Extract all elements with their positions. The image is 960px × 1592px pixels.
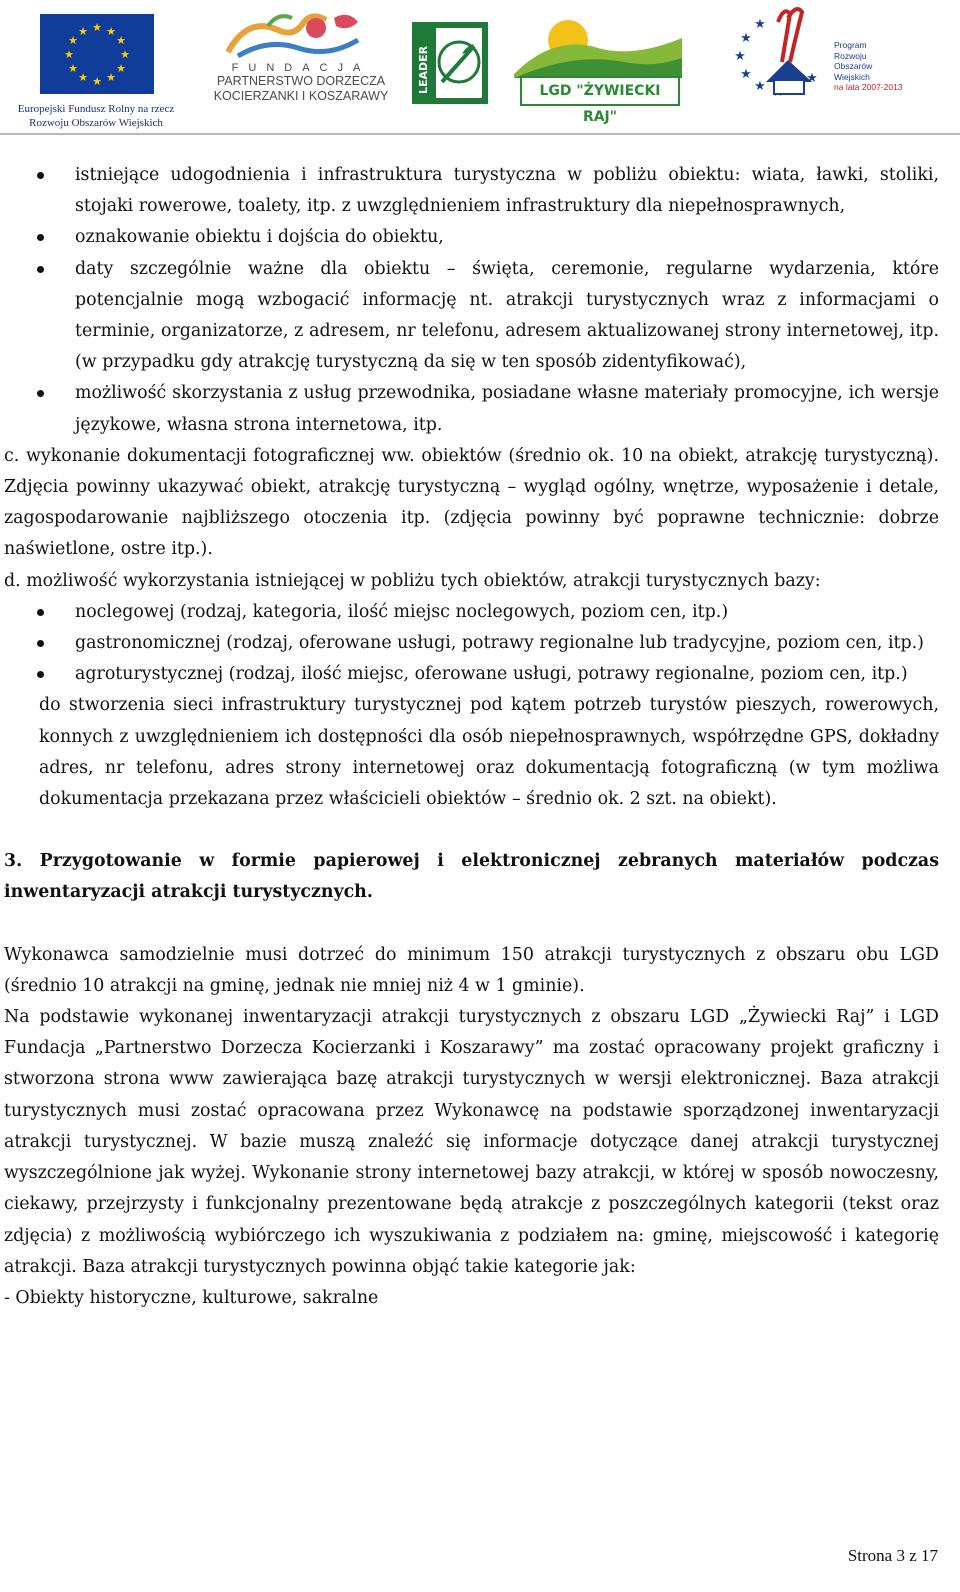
fundacja-line2: PARTNERSTWO DORZECZA [216,74,386,88]
paragraph: - Obiekty historyczne, kulturowe, sakralne [4,1287,379,1308]
eu-caption-line2: Rozwoju Obszarów Wiejskich [29,117,163,129]
bullet-icon [37,266,44,273]
list-item [4,378,939,440]
svg-text:★: ★ [734,49,746,64]
prow-line2: Rozwoju [834,50,867,61]
fundacja-line1: FUNDACJA [231,62,371,74]
prow-emblem-icon [726,2,834,106]
lgd-text: LGD "ŻYWIECKI RAJ" [520,76,680,106]
svg-text:★: ★ [92,75,102,88]
eu-flag-logo [4,2,188,130]
paragraph-d-tail: do stworzenia sieci infrastruktury turystycznej pod kątem potrzeb turystów pieszych, rowerowych, konnych z uwzględnieniem ich dostępności dla osób niepełnosprawnych, współrzędne GPS, dokładny adres, nr telefonu, adres strony internetowej oraz dokumentacją fotograficzną (w tym możliwa dokumentacja przekazana przez właścicieli obiektów – średnio ok. 2 szt. na obiekt). [39,695,939,810]
list-item [4,659,939,690]
paragraph: Wykonawca samodzielnie musi dotrzeć do minimum 150 atrakcji turystycznych z obszaru obu LGD (średnio 10 atrakcji na gminę, jednak nie mniej niż 4 w 1 gminie). [4,944,939,996]
prow-line1: Program [834,40,867,50]
spacer [4,815,939,846]
page-header [0,0,960,134]
fundacja-line3: KOCIERZANKI I KOSZARAWY [213,89,389,103]
list-item [4,254,939,379]
paragraph: Na podstawie wykonanej inwentaryzacji atrakcji turystycznych z obszaru LGD „Żywiecki Raj” i LGD Fundacja „Partnerstwo Dorzecza Kocierzanki i Koszarawy” ma zostać opracowany projekt graficzny i stworzona strona www zawierająca bazę atrakcji turystycznych w wersji elektronicznej. Baza atrakcji turystycznych musi zostać opracowana przez Wykonawcę na podstawie sporządzonej inwentaryzacji atrakcji turystycznej. W bazie muszą znaleźć się informacje dotyczące danej atrakcji turystycznej wyszczególnione jak wyżej. Wykonanie strony internetowej bazy atrakcji, w której w sposób nowoczesny, ciekawy, przejrzysty i funkcjonalny prezentowane będą atrakcje z poszczególnych kategorii (tekst oraz zdjęcia) z możliwością wybiórczego ich wyszukiwania z podziałem na: gminę, miejscowość i kategorię atrakcji. Baza atrakcji turystycznych powinna objąć takie kategorie jak: [4,1007,939,1277]
leader-logo [412,22,488,104]
svg-text:★: ★ [106,71,116,84]
list-item-text: gastronomicznej (rodzaj, oferowane usługi, potrawy regionalne lub tradycyjne, poziom cen, itp.) [75,633,924,654]
svg-text:★: ★ [740,67,752,82]
list-item [4,222,939,253]
eu-caption-line1: Europejski Fundusz Rolny na rzecz [17,103,175,115]
svg-text:★: ★ [120,48,130,61]
paragraph-c: c. wykonanie dokumentacji fotograficznej ww. obiektów (średnio ok. 10 na obiekt, atrakcję turystyczną). Zdjęcia powinny ukazywać obiekt, atrakcję turystyczną – wygląd ogólny, wnętrze, wyposażenie i detale, zagospodarowanie najbliższego otoczenia itp. (zdjęcia powinny być poprawne technicznie: dobrze naświetlone, ostre itp.). [4,445,939,560]
header-divider [0,133,960,135]
svg-text:★: ★ [740,31,752,46]
svg-text:★: ★ [116,34,126,47]
bullet-icon [37,640,44,647]
lgd-mountains-icon [514,18,682,78]
svg-text:★: ★ [78,71,88,84]
eu-flag-icon [40,14,154,94]
svg-text:★: ★ [92,21,102,34]
svg-text:★: ★ [754,17,766,32]
svg-text:★: ★ [64,48,74,61]
leader-text: LEADER [417,45,430,94]
fundacja-emblem-icon [208,8,394,62]
paragraph-d: d. możliwość wykorzystania istniejącej w pobliżu tych obiektów, atrakcji turystycznych bazy: [4,570,821,591]
bullet-icon [37,671,44,678]
spacer [4,909,939,940]
page-number: Strona 3 z 17 [847,1546,938,1565]
bullet-icon [37,609,44,616]
eu-caption [4,102,188,130]
leader-emblem-icon [412,22,488,104]
document-body [4,160,939,1314]
svg-text:★: ★ [106,25,116,38]
bullet-icon [37,234,44,241]
svg-text:★: ★ [754,79,766,94]
list-item-text: daty szczególnie ważne dla obiektu – święta, ceremonie, regularne wydarzenia, które potencjalnie mogą wzbogacić informację nt. atrakcji turystycznych wraz z informacjami o terminie, organizatorze, z adresem, nr telefonu, adresem aktualizowanej strony internetowej, itp. (w przypadku gdy atrakcję turystyczną da się w ten sposób zidentyfikować), [75,258,939,373]
list-item-text: noclegowej (rodzaj, kategoria, ilość miejsc noclegowych, poziom cen, itp.) [75,601,729,622]
list-item-text: możliwość skorzystania z usług przewodnika, posiadane własne materiały promocyjne, ich wersje językowe, własna strona internetowa, itp. [75,383,939,435]
prow-text [834,40,940,93]
prow-logo [726,2,940,106]
prow-line4: Wiejskich [834,71,870,82]
prow-line3: Obszarów [834,61,873,71]
svg-text:★: ★ [806,71,818,86]
list-item [4,160,939,222]
section-heading: 3. Przygotowanie w formie papierowej i elektronicznej zebranych materiałów podczas inwentaryzacji atrakcji turystycznych. [4,851,939,903]
list-item [4,597,939,628]
list-item-text: agroturystycznej (rodzaj, ilość miejsc, oferowane usługi, potrawy regionalne, poziom cen, itp.) [75,664,908,685]
svg-text:★: ★ [116,62,126,75]
svg-text:★: ★ [68,34,78,47]
list-item-text: oznakowanie obiektu i dojścia do obiektu, [75,227,444,248]
svg-text:★: ★ [68,62,78,75]
list-item [4,628,939,659]
bullet-icon [37,390,44,397]
list-item-text: istniejące udogodnienia i infrastruktura turystyczna w pobliżu obiektu: wiata, ławki, stoliki, stojaki rowerowe, toalety, itp. z uwzględnieniem infrastruktury dla niepełnosprawnych, [75,165,939,217]
fundacja-logo [208,8,394,104]
bullet-icon [37,172,44,179]
lgd-logo [514,18,682,125]
svg-text:★: ★ [78,25,88,38]
prow-line5: na lata 2007-2013 [834,82,903,92]
